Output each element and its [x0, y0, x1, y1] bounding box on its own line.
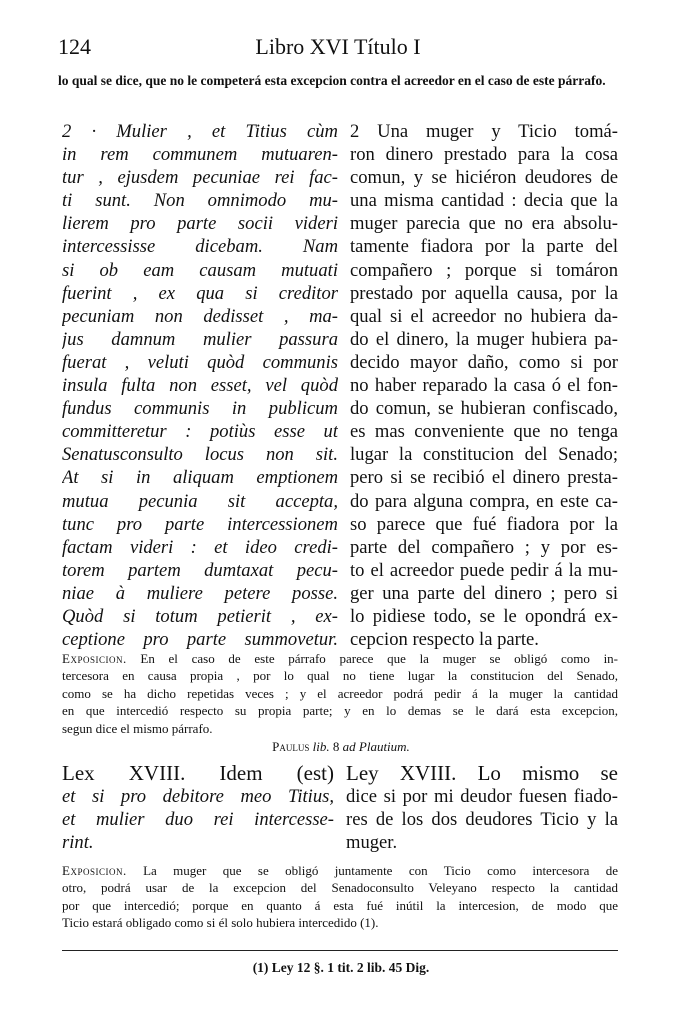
text-line: niae à muliere petere posse. — [62, 582, 338, 604]
latin-column-section-2 — [62, 120, 338, 651]
text-line: por que intercedió; porque en quanto á esta fué inútil la intercesion, de modo que — [62, 897, 618, 913]
text-line: mutua pecunia sit accepta, — [62, 490, 338, 512]
text-line: qual si el acreedor no hubiera da- — [350, 305, 618, 327]
source-citation — [0, 739, 682, 755]
running-head: Libro XVI Título I — [255, 34, 421, 59]
text-line: decido mayor daño, como si por — [350, 351, 618, 373]
text-line: ti sunt. Non omnimodo mu- — [62, 190, 338, 212]
exposition-label: Exposicion. — [62, 651, 127, 666]
text-line: 2 Una muger y Ticio tomá- — [350, 121, 618, 142]
text-line: ger una parte del dinero ; pero si — [350, 582, 618, 604]
text-line: Quòd si totum petierit , ex- — [62, 605, 338, 627]
text-line: intercessisse dicebam. Nam — [62, 236, 338, 258]
text-line: es mas conveniente que no tenga — [350, 421, 618, 443]
text-line: lierem pro parte socii videri — [62, 213, 338, 235]
text-line: lugar la constitucion del Senado; — [350, 444, 618, 466]
text-line: insula fulta non esset, vel quòd — [62, 375, 338, 397]
spanish-column-ley-18 — [346, 762, 618, 854]
text-line: no haber reparado la casa ó el fon- — [350, 375, 618, 397]
text-line: committeretur : potiùs esse ut — [62, 421, 338, 443]
citation-book-number: 8 — [332, 739, 340, 754]
citation-lib: lib. — [312, 739, 330, 754]
lex-heading: Lex XVIII. Idem (est) — [62, 762, 334, 785]
text-line: tur , ejusdem pecuniae rei fac- — [62, 167, 338, 189]
text-line: jus damnum mulier passura — [62, 328, 338, 350]
text-line: in rem communem mutuaren- — [62, 144, 338, 166]
text-line: 2 · Mulier , et Titius cùm — [62, 121, 338, 142]
exposition-label: Exposicion. — [62, 863, 127, 878]
page-header — [58, 34, 618, 64]
text-line: fuerat , veluti quòd communis — [62, 351, 338, 373]
page-number: 124 — [58, 34, 91, 59]
text-line: prestado por aquella causa, por la — [350, 282, 618, 304]
text-line: tamente fiadora por la parte del — [350, 236, 618, 258]
text-line: otro, podrá usar de la excepcion del Senadoconsulto Veleyano respecto la cantidad — [62, 880, 618, 896]
text-line: et si pro debitore meo Titius, — [62, 786, 334, 808]
text-line: parte del compañero ; y por es- — [350, 536, 618, 558]
text-line: ron dinero prestado para la cosa — [350, 144, 618, 166]
text-line: do para alguna compra, en este ca- — [350, 490, 618, 512]
text-line: lo pidiese todo, se le opondrá ex- — [350, 605, 618, 627]
text-line: Exposicion. En el caso de este párrafo parece que la muger se obligó como in- — [62, 651, 618, 666]
text-line: tunc pro parte intercessionem — [62, 513, 338, 535]
ley-heading: Ley XVIII. Lo mismo se — [346, 762, 618, 785]
text-line: en que intercedió respecto su propia parte; y en lo demas se le dará esta excepcion, — [62, 703, 618, 719]
exposition-paragraph-1 — [62, 650, 618, 737]
text-line: tercesora en causa propia , por lo qual no tiene lugar la constitucion del Senado, — [62, 668, 618, 684]
exposition-paragraph-2 — [62, 862, 618, 932]
text-line: Exposicion. La muger que se obligó juntamente con Ticio como intercesora de — [62, 863, 618, 878]
text-line: como se ha dicho repetidas veces ; y el acreedor podrá pedir á la muger la cantidad — [62, 685, 618, 701]
text-line: una misma cantidad : decia que la — [350, 190, 618, 212]
footnote-divider — [62, 950, 618, 951]
citation-author: Paulus — [272, 739, 310, 754]
text-line: ceptione pro parte summovetur. — [62, 629, 338, 651]
text-line: comun, y se hiciéron deudores de — [350, 167, 618, 189]
text-line: dice si por mi deudor fuesen fiado- — [346, 786, 618, 808]
text-line: At si in aliquam emptionem — [62, 467, 338, 489]
text-line: rint. — [62, 832, 94, 854]
text-line: so parece que fué fiadora por la — [350, 513, 618, 535]
text-line: do el dinero, la muger hubiera pa- — [350, 328, 618, 350]
text-line: Senatusconsulto locus non sit. — [62, 444, 338, 466]
text-line: cepcion respecto la parte. — [350, 629, 539, 651]
text-line: pero si se recibió el dinero presta- — [350, 467, 618, 489]
text-line: compañero ; porque si tomáron — [350, 259, 618, 281]
text-line: et mulier duo rei intercesse- — [62, 809, 334, 831]
carryover-paragraph: lo qual se dice, que no le competerá esta excepcion contra el acreedor en el caso de este párrafo. — [58, 73, 606, 88]
text-line: to el acreedor puede pedir á la mu- — [350, 559, 618, 581]
text-line: segun dice el mismo párrafo. — [62, 720, 213, 736]
text-line: muger. — [346, 832, 398, 854]
text-line: Ticio estará obligado como si él solo hubiera intercedido (1). — [62, 915, 379, 931]
text-line: res de los dos deudores Ticio y la — [346, 809, 618, 831]
text-line: pecuniam non dedisset , ma- — [62, 305, 338, 327]
text-line: factam videri : et ideo credi- — [62, 536, 338, 558]
text-line: fuerint , ex qua si creditor — [62, 282, 338, 304]
text-line: torem partem dumtaxat pecu- — [62, 559, 338, 581]
text-line: fundus communis in publicum — [62, 398, 338, 420]
latin-column-lex-18 — [62, 762, 334, 854]
text-line: do comun, se hubieran confiscado, — [350, 398, 618, 420]
footnote: (1) Ley 12 §. 1 tit. 2 lib. 45 Dig. — [252, 960, 430, 975]
text-line: si ob eam causam mutuati — [62, 259, 338, 281]
spanish-column-section-2 — [350, 120, 618, 651]
text-line: muger parecia que no era absolu- — [350, 213, 618, 235]
citation-work: ad Plautium. — [342, 739, 410, 754]
